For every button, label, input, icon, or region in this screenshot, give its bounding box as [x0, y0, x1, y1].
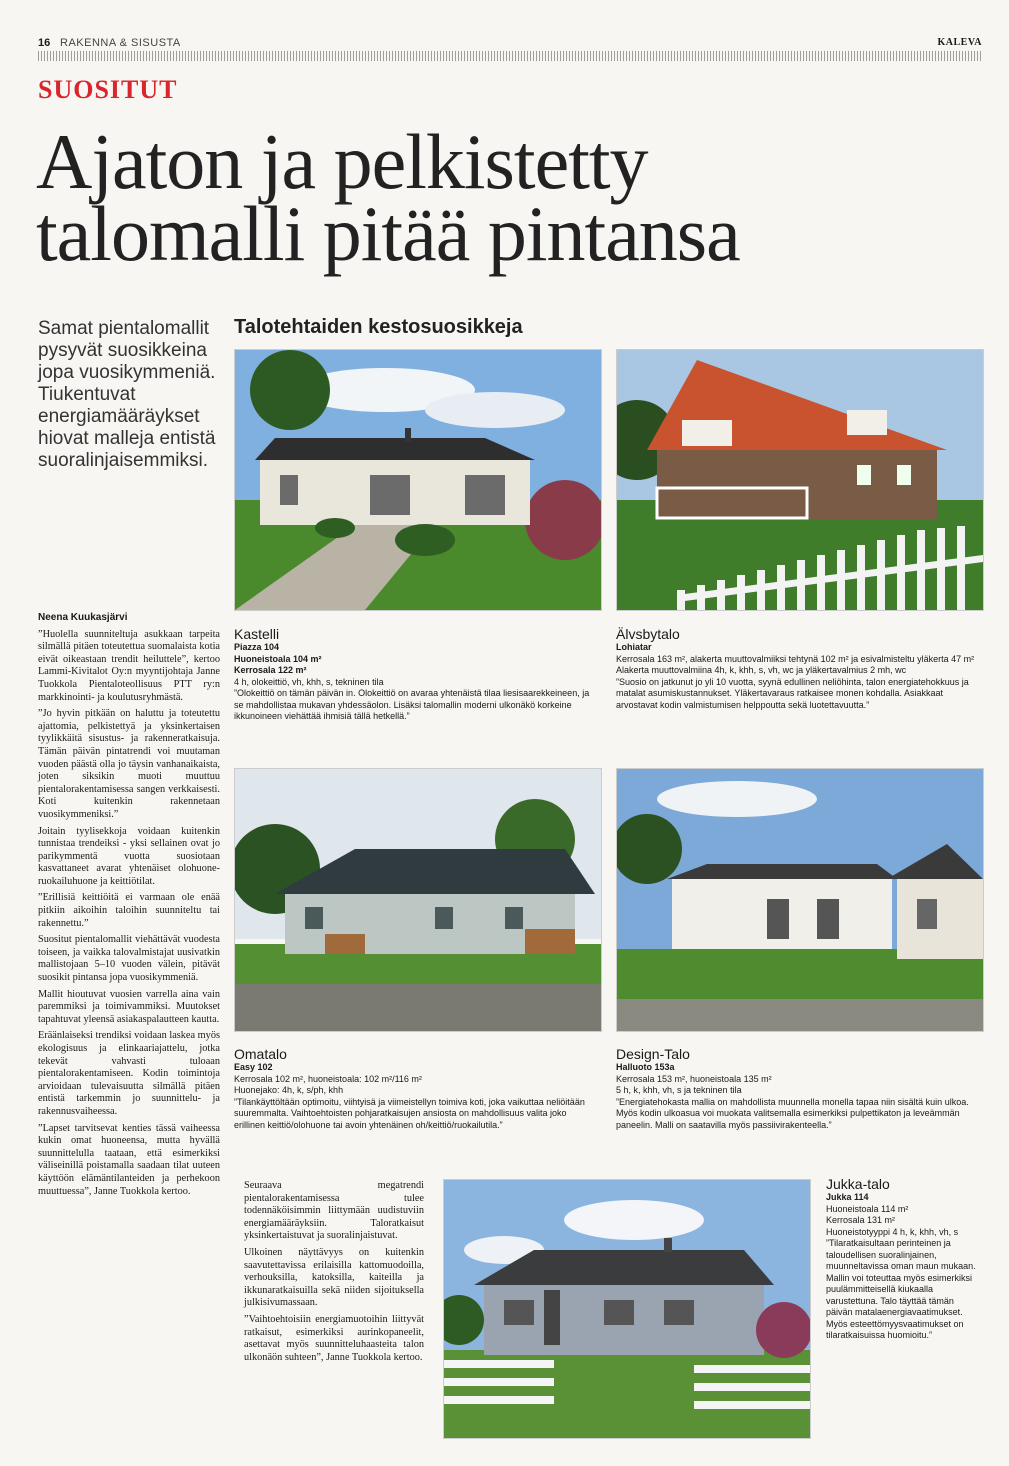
section-name: RAKENNA & SISUSTA	[60, 37, 181, 49]
house-quote: ”Tilaratkaisultaan perinteinen ja taloudellisen suoralinjainen, muunneltavissa oman maun mukaan. Mallin voi toteuttaa myös esimerkiksi puulämmitteisellä kiukaalla varustettuna. Talo täyttää tämän päivän matalaenergiavaatimukset. Myös esteettömyysvaatimukset on tilaratkaisuissa huomioitu.”	[826, 1238, 976, 1340]
paragraph: ”Huolella suunniteltuja asukkaan tarpeita silmällä pitäen toteutettua suomalaista kotia eivät oikeastaan trendit heiluttele”, kertoo Lammi-Kivitalot Oy:n myyntijohtaja Janne Tuokkola Pientaloteollisuus PTT ry:n markkinointi- ja koulutusryhmästä.	[38, 628, 220, 703]
house-quote: ”Energiatehokasta mallia on mahdollista muunnella monella tapaa niin sisältä kuin ulkoa. Myös kodin ulkoasua voi muokata valitsemalla esimerkiksi pulpettikaton ja leveämmän paneelin. Malli on saatavilla myös passiivirakenteella.”	[616, 1096, 969, 1130]
caption-omatalo	[234, 1046, 600, 1131]
house-model: Easy 102	[234, 1062, 273, 1072]
page-number: 16	[38, 37, 51, 49]
house-spec: Kerrosala 122 m²	[234, 665, 307, 675]
house-spec: Huonejako: 4h, k, s/ph, khh	[234, 1085, 344, 1095]
photo-alvsbytalo	[616, 349, 984, 611]
house-spec: 5 h, k, khh, vh, s ja tekninen tila	[616, 1085, 742, 1095]
paragraph: Eräänlaiseksi trendiksi voidaan laskea myös ekologisuus ja elinkaariajattelu, jotka tekevät vahvasti tuloaan pientalorakentamiseen. Kodin toimintoja arvioidaan tulevaisuutta silmällä pitäen entistä tarkemmin jo suunnittelu- ja rakennusvaiheessa.	[38, 1030, 220, 1117]
house-name: Jukka-talo	[826, 1176, 890, 1192]
headline-line-2: talomalli pitää pintansa	[36, 190, 740, 277]
house-illustration-design-talo	[617, 769, 983, 1031]
byline: Neena Kuukasjärvi	[38, 612, 128, 623]
house-name: Kastelli	[234, 626, 280, 642]
paragraph: Suositut pientalomallit viehättävät vuodesta toiseen, ja vaikka talovalmistajat uusivatkin mallistojaan 5–10 vuoden välein, pitävät suosikit pintansa jopa vuosikymmeniä.	[38, 934, 220, 984]
photo-omatalo	[234, 768, 602, 1032]
paragraph: Ulkoinen näyttävyys on kuitenkin saavutettavissa erilaisilla kattomuodoilla, verhouksilla, katoksilla, kaiteilla ja ikkunaratkaisuilla sekä niiden sijoituksella julkisivumassaan.	[244, 1246, 424, 1309]
lede: Samat pientalomallit pysyvät suosikkeina jopa vuosikymmeniä. Tiukentuvat energiamääräykset hiovat malleja entistä suoralinjaisemmiksi.	[38, 318, 216, 471]
house-illustration-alvsbytalo	[617, 350, 983, 610]
house-name: Älvsbytalo	[616, 626, 680, 642]
box-title: Talotehtaiden kestosuosikkeja	[234, 316, 523, 338]
house-spec: Huoneistotyyppi 4 h, k, khh, vh, s	[826, 1226, 959, 1237]
caption-jukka-talo	[826, 1176, 976, 1342]
paragraph: ”Jo hyvin pitkään on haluttu ja toteutettu ajattomia, pelkistettyä ja yksinkertaisen tyylikkäitä sisustus- ja rakenneratkaisuja. Tämän päivän pintatrendi voi muutaman vuoden päästä olla jo täysin vanhanaikaista, joten siksikin muoti muuttuu pientalorakentamisessa sangen verkkaisesti. Koti kuitenkin rakennetaan vuosikymmeniksi.”	[38, 708, 220, 820]
headline	[36, 118, 740, 277]
house-illustration-kastelli	[235, 350, 601, 610]
paragraph: Seuraava megatrendi pientalorakentamisessa tulee todennäköisimmin liittymään uudistuviin energiamääräyksiin. Taloratkaisut yksinkertaistuvat ja suoralinjaistuvat.	[244, 1180, 424, 1242]
house-model: Halluoto 153a	[616, 1062, 675, 1072]
house-spec: Alakerta muuttovalmiina 4h, k, khh, s, vh, wc ja yläkertavalmius 2 mh, wc	[616, 665, 907, 675]
house-spec: Huoneistoala 114 m²	[826, 1203, 909, 1214]
paragraph: ”Erillisiä keittiöitä ei varmaan ole enää pitkiin aikoihin taloihin suunniteltu tai rakennettu.”	[38, 892, 220, 929]
paragraph: Mallit hioutuvat vuosien varrella aina vain paremmiksi ja toimivammiksi. Muutokset tapahtuvat yleensä asiakaspalautteen kautta.	[38, 988, 220, 1025]
photo-jukka-talo	[443, 1179, 811, 1439]
house-model: Lohiatar	[616, 642, 652, 652]
house-quote: ”Olokeittiö on tämän päivän in. Olokeittiö on avaraa yhtenäistä tilaa liesisaarekkeineen, ja se mahdollistaa mukavan yhdessäolon. Lisäksi talomallin moderni ulkonäkö korkeine ikkunoineen viehättää ihmisiä tällä hetkellä.”	[234, 688, 590, 721]
caption-alvsbytalo	[616, 626, 982, 711]
photo-kastelli	[234, 349, 602, 611]
article-column-2	[244, 1180, 424, 1368]
house-illustration-jukka-talo	[444, 1180, 810, 1438]
house-spec: Kerrosala 102 m², huoneistoala: 102 m²/116 m²	[234, 1073, 422, 1084]
house-name: Design-Talo	[616, 1046, 690, 1062]
caption-kastelli	[234, 626, 600, 723]
paragraph: ”Lapset tarvitsevat kenties tässä vaiheessa kukin omat huoneensa, mutta hyvällä suunnittelulla taataan, että esimerkiksi väliseinillä poistamalla saadaan tilat uuteen käyttöön elämäntilanteiden ja perhekoon muuttuessa”, Janne Tuokkola kertoo.	[38, 1122, 220, 1197]
house-name: Omatalo	[234, 1046, 287, 1062]
house-spec: Kerrosala 153 m², huoneistoala 135 m²	[616, 1073, 772, 1084]
newspaper-name: KALEVA	[937, 37, 982, 48]
house-spec: Huoneistoala 104 m²	[234, 653, 322, 664]
house-spec: 4 h, olokeittiö, vh, khh, s, tekninen tila	[234, 676, 384, 687]
house-quote: ”Suosio on jatkunut jo yli 10 vuotta, syynä edullinen neliöhinta, talon energiatehokkuus ja matalat asumiskustannukset. Yläkertavaraus ratkaisee monen kohdalla. Asiakkaat arvostavat kodin valmistumisen helppoutta sekä luotettavuutta.”	[616, 676, 969, 710]
article-column-1	[38, 612, 220, 1202]
header-stripe	[38, 51, 982, 61]
house-spec: Kerrosala 163 m², alakerta muuttovalmiiksi tehtynä 102 m² ja esivalmisteltu yläkerta 47 m²	[616, 653, 975, 664]
house-model: Piazza 104	[234, 642, 280, 652]
kicker: SUOSITUT	[38, 75, 178, 104]
paragraph: ”Vaihtoehtoisiin energiamuotoihin liittyvät ratkaisut, esimerkiksi aurinkopaneelit, asettavat myös suunnitteluhaasteita talon ulkonäön suhteen”, Janne Tuokkola kertoo.	[244, 1313, 424, 1363]
house-spec: Kerrosala 131 m²	[826, 1215, 896, 1225]
house-model: Jukka 114	[826, 1192, 869, 1202]
paragraph: Joitain tyylisekkoja voidaan kuitenkin tunnistaa trendeiksi - yksi sellainen ovat jo parikymmentä vuotta suosiotaan kasvattaneet avarat yhtenäiset olohuone-ruokailuhuone ja keittiötilat.	[38, 825, 220, 887]
photo-design-talo	[616, 768, 984, 1032]
house-illustration-omatalo	[235, 769, 601, 1031]
headline-line-1: Ajaton ja pelkistetty	[36, 118, 648, 205]
caption-design-talo	[616, 1046, 982, 1131]
house-quote: ”Tilankäyttöltään optimoitu, viihtyisä ja viimeistellyn toimiva koti, joka vaikuttaa neliöitään suuremmalta. Vaihtoehtoisten pohjaratkaisujen ansiosta on mahdollisuus valita joko erillinen keittiö/olohuone tai avoin yhtenäinen oh/keittiö/ruokailutila.”	[234, 1096, 585, 1130]
